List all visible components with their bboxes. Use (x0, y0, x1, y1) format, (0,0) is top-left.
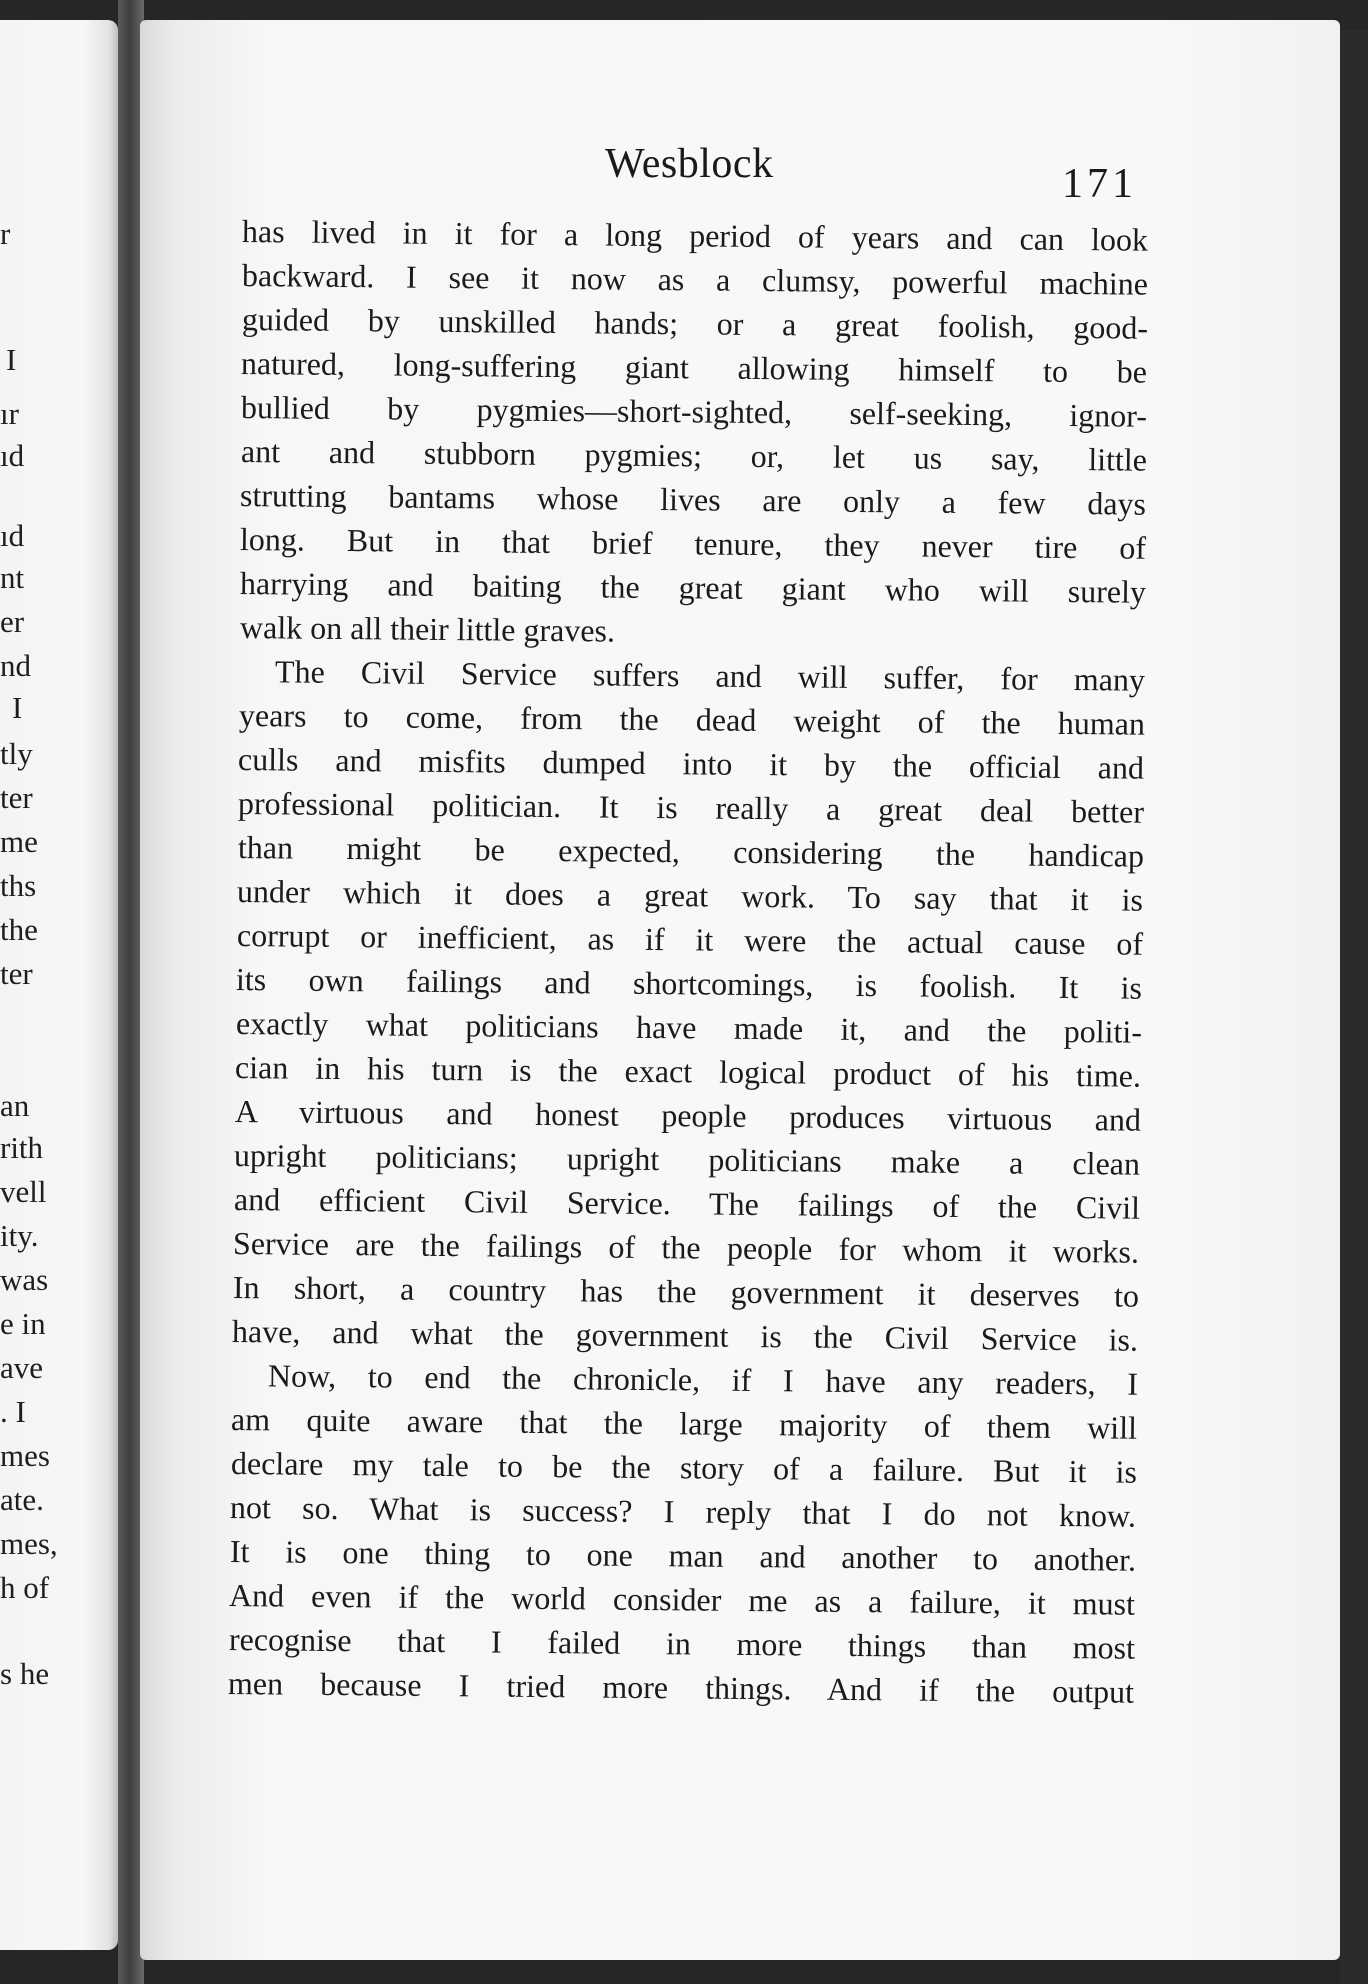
text-line: exactly what politicians have made it, and the politi- (235, 1005, 1143, 1050)
left-page-fragment: . I (0, 1394, 26, 1429)
text-line: long. But in that brief tenure, they never tire of (239, 521, 1147, 566)
left-page-fragment: vell (0, 1174, 47, 1209)
text-line: corrupt or inefficient, as if it were the actual cause of (236, 917, 1144, 962)
left-page-fragment: er (0, 604, 25, 639)
left-page-fragment: the (0, 912, 38, 947)
text-line: has lived in it for a long period of years and can look (241, 213, 1149, 258)
left-page-fragment: mes (0, 1438, 50, 1473)
left-page-fragment: rith (0, 1130, 44, 1165)
text-line: under which it does a great work. To say that it is (236, 873, 1144, 918)
left-page-fragment: h of (0, 1570, 50, 1605)
left-page-fragment: ave (0, 1350, 44, 1385)
text-line: backward. I see it now as a clumsy, powerful machine (241, 257, 1149, 302)
text-line: guided by unskilled hands; or a great foolish, good- (241, 301, 1149, 346)
left-page-fragment: was (0, 1262, 49, 1297)
text-line: The Civil Service suffers and will suffer, for many (274, 653, 1146, 698)
left-page-fragment: nt (0, 560, 25, 595)
left-page-fragment: r (0, 216, 11, 251)
left-page-fragment: I (12, 690, 23, 725)
left-page-fragment: ıd (0, 518, 25, 553)
left-page-fragment: ate. (0, 1482, 44, 1517)
page-number: 171 (1062, 161, 1137, 207)
left-page-fragment: s he (0, 1656, 50, 1691)
text-line: strutting bantams whose lives are only a few days (239, 477, 1147, 522)
text-line: walk on all their little graves. (239, 609, 616, 649)
text-line: am quite aware that the large majority of them will (230, 1401, 1138, 1446)
text-line: professional politician. It is really a great deal better (237, 785, 1145, 830)
text-line: ant and stubborn pygmies; or, let us say, little (240, 433, 1148, 478)
left-page-fragment: me (0, 824, 38, 859)
left-page-fragment: ity. (0, 1218, 39, 1253)
text-line: years to come, from the dead weight of the human (238, 697, 1146, 742)
text-line: its own failings and shortcomings, is foolish. It is (235, 961, 1143, 1006)
left-page-fragment: nd (0, 648, 31, 683)
left-page-fragment: ter (0, 956, 33, 991)
left-page-fragment: I (6, 342, 17, 377)
text-line: culls and misfits dumped into it by the official and (237, 741, 1145, 786)
text-line: upright politicians; upright politicians make a clean (233, 1137, 1141, 1182)
left-page-fragment: mes, (0, 1526, 58, 1561)
text-line: harrying and baiting the great giant who will surely (239, 565, 1147, 610)
text-line: And even if the world consider me as a failure, it must (228, 1577, 1136, 1622)
text-line: cian in his turn is the exact logical product of his time. (234, 1049, 1142, 1094)
text-line: and efficient Civil Service. The failings of the Civil (233, 1181, 1141, 1226)
left-page-fragment: tly (0, 736, 33, 771)
left-page-fragment: ır (0, 396, 19, 431)
left-page-fragment: ths (0, 868, 37, 903)
text-line: Service are the failings of the people for whom it works. (232, 1225, 1140, 1270)
text-line: natured, long-suffering giant allowing himself to be (240, 345, 1148, 390)
text-line: declare my tale to be the story of a failure. But it is (230, 1445, 1138, 1490)
left-page-fragment: ter (0, 780, 33, 815)
text-line: In short, a country has the government it deserves to (232, 1269, 1140, 1314)
text-line: Now, to end the chronicle, if I have any readers, I (267, 1357, 1139, 1402)
text-line: than might be expected, considering the handicap (237, 829, 1145, 874)
left-page-fragment: ıd (0, 438, 25, 473)
text-line: A virtuous and honest people produces virtuous and (234, 1093, 1142, 1138)
running-head: Wesblock (605, 141, 774, 187)
text-line: recognise that I failed in more things than most (228, 1621, 1136, 1666)
text-line: have, and what the government is the Civil Service is. (231, 1313, 1139, 1358)
left-page-fragment: an (0, 1088, 30, 1123)
text-line: It is one thing to one man and another to another. (229, 1533, 1137, 1578)
text-line: men because I tried more things. And if the output (227, 1665, 1135, 1710)
left-page-fragment: e in (0, 1306, 46, 1341)
text-line: not so. What is success? I reply that I do not know. (229, 1489, 1137, 1534)
text-line: bullied by pygmies—short-sighted, self-seeking, ignor- (240, 389, 1148, 434)
